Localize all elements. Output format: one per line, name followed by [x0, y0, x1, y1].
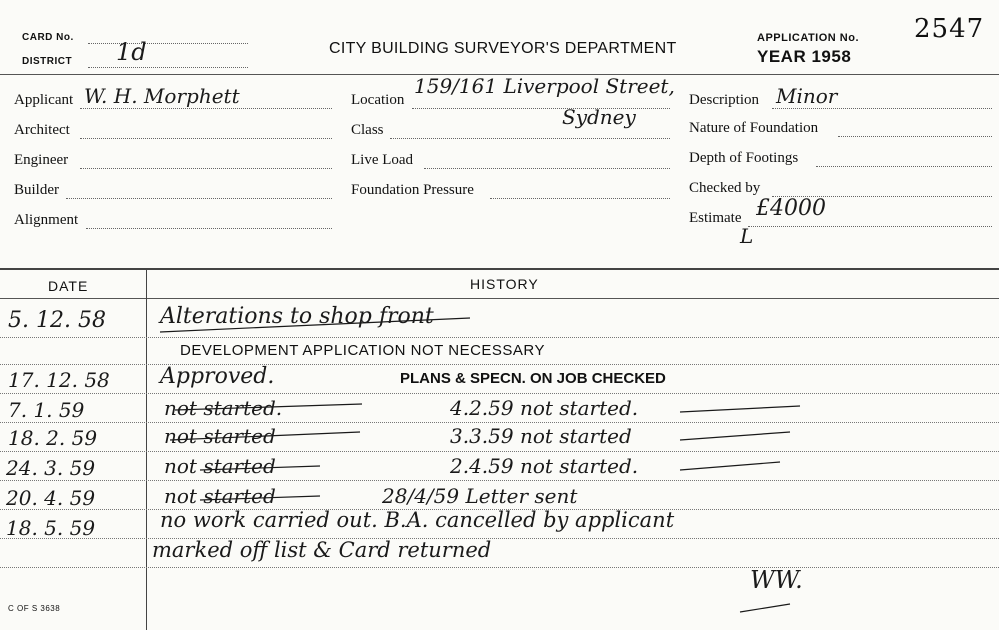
depth-label: Depth of Footings	[689, 150, 799, 166]
description-value: Minor	[776, 84, 838, 108]
history-date: 5. 12. 58	[8, 308, 106, 333]
history-entry-2: 3.3.59 not started	[450, 424, 632, 448]
card-no-label: CARD No.	[22, 32, 74, 43]
estimate-line	[748, 225, 992, 227]
alignment-line	[86, 227, 332, 229]
row-line	[0, 363, 999, 365]
strike-stroke	[680, 406, 800, 412]
history-top-rule	[0, 268, 999, 270]
district-value: 1d	[116, 38, 147, 66]
description-label: Description	[689, 92, 759, 108]
location-value: 159/161 Liverpool Street,	[414, 74, 675, 98]
architect-line	[80, 137, 332, 139]
history-entry-2: 28/4/59 Letter sent	[382, 484, 578, 508]
history-entry: no work carried out. B.A. cancelled by applicant	[160, 508, 675, 532]
alignment-label: Alignment	[14, 212, 79, 228]
history-entry: not started.	[164, 396, 283, 420]
history-entry: not started	[164, 424, 276, 448]
row-line	[0, 479, 999, 481]
district-label: DISTRICT	[22, 56, 73, 67]
engineer-label: Engineer	[14, 152, 69, 168]
card-no-line	[88, 42, 248, 44]
depth-line	[816, 165, 992, 167]
strike-stroke	[680, 462, 780, 470]
history-entry-2: 2.4.59 not started.	[450, 454, 639, 478]
development-stamp: DEVELOPMENT APPLICATION NOT NECESSARY	[180, 342, 545, 359]
class-label: Class	[351, 122, 384, 138]
checked-label: Checked by	[689, 180, 761, 196]
application-number: 2547	[914, 14, 985, 44]
form-code: C OF S 3638	[8, 604, 61, 613]
history-entry: not started	[164, 484, 276, 508]
row-line	[0, 537, 999, 539]
location-label: Location	[351, 92, 405, 108]
live-load-label: Live Load	[351, 152, 414, 168]
foundation-pressure-label: Foundation Pressure	[351, 182, 474, 198]
row-line	[0, 450, 999, 452]
row-line	[0, 336, 999, 338]
history-date: 18. 5. 59	[6, 516, 96, 540]
engineer-line	[80, 167, 332, 169]
history-entry: Alterations to shop front	[160, 304, 434, 329]
builder-line	[66, 197, 332, 199]
history-entry-2: 4.2.59 not started.	[450, 396, 639, 420]
date-header: DATE	[48, 278, 89, 294]
plans-checked-stamp: PLANS & SPECN. ON JOB CHECKED	[400, 370, 666, 387]
builder-label: Builder	[14, 182, 59, 198]
year-label: YEAR 1958	[757, 47, 852, 66]
history-header-rule	[0, 298, 999, 299]
history-entry: marked off list & Card returned	[152, 538, 492, 562]
live-load-line	[424, 167, 670, 169]
application-no-label: APPLICATION No.	[757, 32, 860, 44]
department-title: CITY BUILDING SURVEYOR'S DEPARTMENT	[329, 40, 677, 57]
strike-stroke	[680, 432, 790, 440]
row-line	[0, 421, 999, 423]
initials-underline	[740, 604, 790, 612]
nature-label: Nature of Foundation	[689, 120, 819, 136]
location-value-2: Sydney	[562, 105, 636, 129]
row-line	[0, 392, 999, 394]
nature-line	[838, 135, 992, 137]
header-rule	[0, 74, 999, 75]
estimate-label: Estimate	[689, 210, 742, 226]
foundation-pressure-line	[490, 197, 670, 199]
history-date: 7. 1. 59	[8, 398, 85, 422]
date-column-divider	[146, 268, 147, 630]
architect-label: Architect	[14, 122, 70, 138]
row-line	[0, 566, 999, 568]
class-line	[390, 137, 670, 139]
history-header: HISTORY	[470, 276, 539, 292]
history-date: 24. 3. 59	[6, 456, 96, 480]
history-entry: not started	[164, 454, 276, 478]
history-date: 17. 12. 58	[8, 368, 110, 392]
history-date: 18. 2. 59	[8, 426, 98, 450]
district-line	[88, 66, 248, 68]
estimate-value: £4000	[756, 196, 826, 221]
history-date: 20. 4. 59	[6, 486, 96, 510]
applicant-value: W. H. Morphett	[84, 84, 240, 108]
applicant-label: Applicant	[14, 92, 74, 108]
initials: WW.	[750, 566, 803, 594]
history-entry: Approved.	[160, 364, 275, 389]
estimate-note: L	[740, 224, 754, 248]
